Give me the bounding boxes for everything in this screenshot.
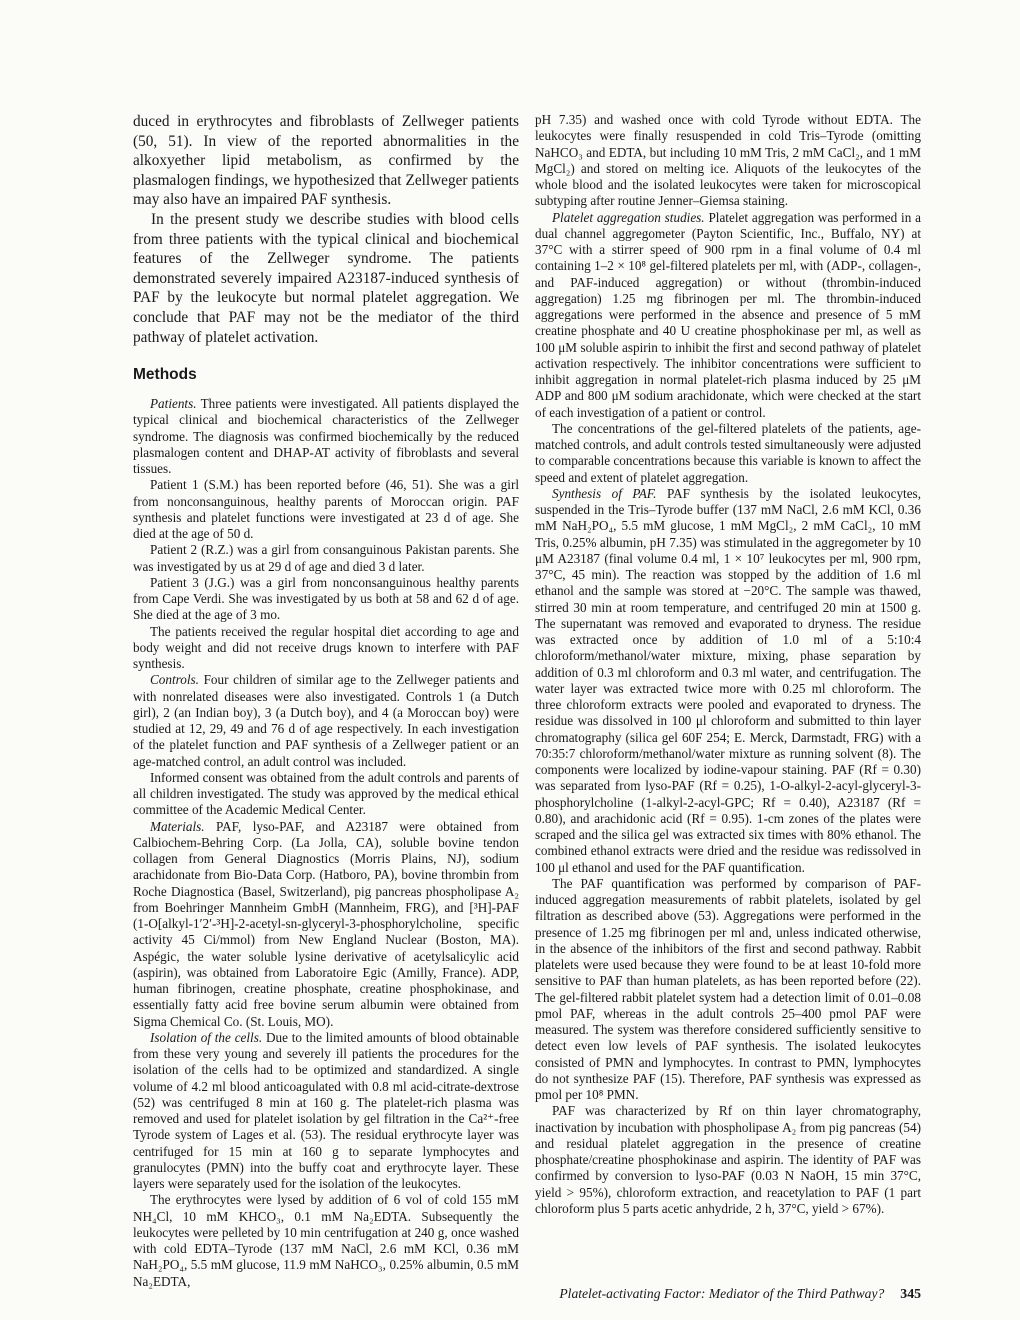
paragraph-patient-2: [133, 542, 519, 575]
paragraph-text: pH 7.35) and washed once with cold Tyrode without EDTA. The leukocytes were finally resuspended in cold Tris–Tyrode (omitting NaHCO₃ and EDTA, but including 10 mM Tris, 2 mM CaCl₂, and 1 mM MgCl₂) and stored on melting ice. Aliquots of the leukocytes of the whole blood and the isolated leukocytes were taken for microscopical subtyping after routine Jenner–Giemsa staining.: [535, 112, 921, 209]
paragraph-text: Four children of similar age to the Zellweger patients and with nonrelated diseases were also investigated. Controls 1 (a Dutch girl), 2 (an Indian boy), 3 (a Dutch boy), and 4 (a Moroccan boy) were studied at 12, 29, 49 and 76 d of age respectively. In each investigation of the platelet function and PAF synthesis of a Zellweger patient or an age-matched control, an adult control was included.: [133, 672, 519, 769]
paragraph-lead: Materials.: [150, 818, 205, 834]
paragraph: [133, 112, 519, 210]
paragraph-continuation: [535, 112, 921, 210]
page-number: 345: [900, 1286, 921, 1301]
paragraph-lead: Patients.: [150, 396, 197, 412]
paragraph-patient-3: [133, 575, 519, 624]
paragraph-quantification: [535, 876, 921, 1104]
paragraph-patient-1: [133, 477, 519, 542]
paragraph-aggregation-studies: [535, 210, 921, 421]
left-column: [133, 112, 519, 1290]
paragraph-text: Platelet aggregation was performed in a dual channel aggregometer (Payton Scientific, Inc., Buffalo, NY) at 37°C with a stirrer speed of 900 rpm in a final volume of 0.4 ml containing 1–2 × 10⁸ gel-filtered platelets per ml, with (ADP-, collagen-, and PAF-induced aggregation) or without (thrombin-induced aggregation) 1.25 mg fibrinogen per ml. The thrombin-induced aggregations were performed in the absence and presence of 5 mM creatine phosphate and 40 U creatine phosphokinase per ml, as well as 100 μM soluble aspirin to inhibit the first and second pathway of platelet activation respectively. The inhibitor concentrations were sufficient to inhibit aggregation in normal platelet-rich plasma induced by 25 μM ADP and 800 μM sodium arachidonate, which were checked at the start of each investigation of a patient or control.: [535, 209, 921, 420]
paragraph-concentrations: [535, 421, 921, 486]
paragraph-consent: [133, 770, 519, 819]
paragraph-text: Informed consent was obtained from the adult controls and parents of all children investigated. The study was approved by the medical ethical committee of the Academic Medical Center.: [133, 769, 519, 818]
paragraph-erythrocytes: [133, 1192, 519, 1290]
paragraph-patients: [133, 396, 519, 477]
paragraph-text: duced in erythrocytes and fibroblasts of Zellweger patients (50, 51). In view of the reported abnormalities in the alkoxyether lipid metabolism, as confirmed by the plasmalogen findings, we hypothesized that Zellweger patients may also have an impaired PAF synthesis.: [133, 113, 519, 209]
paragraph-controls: [133, 672, 519, 770]
paragraph-text: Due to the limited amounts of blood obtainable from these very young and severely ill patients the procedures for the isolation of the cells had to be optimized and standardized. A single volume of 4.2 ml blood anticoagulated with 0.8 ml acid-citrate-dextrose (52) was centrifuged 8 min at 160 g. The platelet-rich plasma was removed and used for platelet isolation by gel filtration in the Ca²⁺-free Tyrode system of Lages et al. (53). The residual erythrocyte layer was centrifuged for 15 min at 160 g to separate lymphocytes and granulocytes (PMN) into the buffy coat and erythrocyte layer. These layers were separately used for the isolation of the leukocytes.: [133, 1029, 519, 1192]
paragraph-text: PAF, lyso-PAF, and A23187 were obtained from Calbiochem-Behring Corp. (La Jolla, CA), soluble bovine tendon collagen from General Diagnostics (Morris Plains, NJ), sodium arachidonate from Bio-Data Corp. (Hatboro, PA), bovine thrombin from Roche Diagnostica (Basel, Switzerland), pig pancreas phospholipase A₂ from Boehringer Mannheim GmbH (Mannheim, FRG), and [³H]-PAF (1-O[alkyl-1′2′-³H]-2-acetyl-sn-glyceryl-3-phosphorylcholine, specific activity 45 Ci/mmol) from New England Nuclear (Boston, MA). Aspégic, the water soluble lysine derivative of acetylsalicylic acid (aspirin), was obtained from Laboratoire Egic (Amilly, France). ADP, human fibrinogen, creatine phosphate, creatine phosphokinase, and essentially fatty acid free bovine serum albumin were obtained from Sigma Chemical Co. (St. Louis, MO).: [133, 818, 519, 1029]
paragraph-text: PAF was characterized by Rf on thin layer chromatography, inactivation by incubation with phospholipase A₂ from pig pancreas (54) and residual platelet aggregation in the presence of creatine phosphate/creatine phosphokinase and aspirin. The identity of PAF was confirmed by conversion to lyso-PAF (0.03 N NaOH, 15 min 37°C, yield > 95%), chloroform extraction, and reacetylation to PAF (1 part chloroform plus 5 parts acetic anhydride, 2 h, 37°C, yield > 67%).: [535, 1103, 921, 1216]
paragraph-characterization: [535, 1103, 921, 1217]
two-column-layout: [133, 112, 921, 1290]
methods-text-left: [133, 396, 519, 1290]
right-column: [535, 112, 921, 1290]
paragraph-text: Patient 1 (S.M.) has been reported before (46, 51). She was a girl from nonconsanguinous, healthy parents of Moroccan origin. PAF synthesis and platelet functions were investigated at 23 d of age. She died at the age of 50 d.: [133, 477, 519, 542]
introduction-text: [133, 112, 519, 347]
paragraph-lead: Platelet aggregation studies.: [552, 209, 705, 225]
paragraph-text: The concentrations of the gel-filtered platelets of the patients, age-matched controls, and adult controls tested simultaneously were adjusted to comparable concentrations because this variable is known to affect the speed and extent of platelet aggregation.: [535, 420, 921, 485]
section-heading-methods: Methods: [133, 366, 197, 384]
paragraph-synthesis-paf: [535, 486, 921, 876]
paragraph-text: In the present study we describe studies with blood cells from three patients with the typical clinical and biochemical features of the Zellweger syndrome. The patients demonstrated severely impaired A23187-induced synthesis of PAF by the leukocyte but normal platelet aggregation. We conclude that PAF may not be the mediator of the third pathway of platelet activation.: [133, 210, 519, 346]
paragraph-text: The PAF quantification was performed by comparison of PAF-induced aggregation measurements of rabbit platelets, isolated by gel filtration as described above (53). Aggregations were performed in the presence of 1.25 mg fibrinogen per ml and, unless indicated otherwise, in the absence of the inhibitors of the first and second pathway. Rabbit platelets were used because they were found to be at least 10-fold more sensitive to PAF than human platelets, as has been reported before (22). The gel-filtered rabbit platelet system had a detection limit of 0.01–0.08 pmol PAF, whereas in the adult controls 25–400 pmol PAF were measured. The system was therefore considered sufficiently sensitive to detect even low levels of PAF synthesis. The isolated leukocytes consisted of PMN and lymphocytes. In contrast to PMN, lymphocytes do not synthesize PAF (15). Therefore, PAF synthesis was expressed as pmol per 10⁸ PMN.: [535, 875, 921, 1102]
paragraph-lead: Isolation of the cells.: [150, 1029, 263, 1045]
paragraph: [133, 210, 519, 347]
paragraph-materials: [133, 819, 519, 1030]
paragraph-text: The patients received the regular hospital diet according to age and body weight and did not receive drugs known to interfere with PAF synthesis.: [133, 623, 519, 672]
paragraph-text: Patient 3 (J.G.) was a girl from nonconsanguinous healthy parents from Cape Verdi. She was investigated by us both at 58 and 62 d of age. She died at the age of 3 mo.: [133, 574, 519, 623]
running-title: Platelet-activating Factor: Mediator of the Third Pathway?: [559, 1286, 885, 1301]
paragraph-text: PAF synthesis by the isolated leukocytes, suspended in the Tris–Tyrode buffer (137 mM NaCl, 2.6 mM KCl, 0.36 mM NaH₂PO₄, 5.5 mM glucose, 1 mM MgCl₂, 2 mM CaCl₂, 10 mM Tris, 0.25% albumin, pH 7.35) was stimulated in the aggregometer by 10 μM A23187 (final volume 0.4 ml, 1 × 10⁷ leukocytes per ml, 900 rpm, 37°C, 45 min). The reaction was stopped by the addition of 1.6 ml ethanol and the sample was stored at −20°C. The sample was thawed, stirred 30 min at room temperature, and centrifuged 20 min at 1500 g. The supernatant was removed and evaporated to dryness. The residue was extracted once by addition of 1.0 ml of a 5:10:4 chloroform/methanol/water mixture, mixing, phase separation by addition of 0.3 ml chloroform and 0.3 ml water, and centrifugation. The water layer was extracted twice more with 0.25 ml chloroform. The three chloroform extracts were pooled and evaporated to dryness. The residue was dissolved in 100 μl chloroform and submitted to thin layer chromatography (silica gel 60F 254; E. Merck, Darmstadt, FRG) with a 70:35:7 chloroform/methanol/water mixture as running solvent (8). The components were localized by iodine-vapour staining. PAF (Rf = 0.30) was separated from lyso-PAF (Rf = 0.25), 1-O-alkyl-2-acyl-glyceryl-3-phosphorylcholine (1-alkyl-2-acyl-GPC; Rf = 0.40), A23187 (Rf = 0.80), and arachidonic acid (Rf = 0.95). 1-cm zones of the plates were scraped and the silica gel was extracted six times with 80% ethanol. The combined ethanol extracts were dried and the residue was redissolved in 100 μl ethanol and used for the PAF quantification.: [535, 485, 921, 875]
paragraph-lead: Controls.: [150, 672, 199, 688]
paragraph-text: Three patients were investigated. All patients displayed the typical clinical and biochemical characteristics of the Zellweger syndrome. The diagnosis was confirmed biochemically by the reduced plasmalogen content and DHAP-AT activity of fibroblasts and several tissues.: [133, 396, 519, 477]
paragraph-text: Patient 2 (R.Z.) was a girl from consanguinous Pakistan parents. She was investigated by us at 29 d of age and died 3 d later.: [133, 542, 519, 574]
paragraph-text: The erythrocytes were lysed by addition of 6 vol of cold 155 mM NH₄Cl, 10 mM KHCO₃, 0.1 mM Na₂EDTA. Subsequently the leukocytes were pelleted by 10 min centrifugation at 240 g, once washed with cold EDTA–Tyrode (137 mM NaCl, 2.6 mM KCl, 0.36 mM NaH₂PO₄, 5.5 mM glucose, 11.9 mM NaHCO₃, 0.25% albumin, 0.5 mM Na₂EDTA,: [133, 1192, 519, 1289]
paragraph-isolation: [133, 1030, 519, 1193]
paragraph-diet: [133, 624, 519, 673]
page-footer: [133, 1286, 921, 1302]
paragraph-lead: Synthesis of PAF.: [552, 485, 657, 501]
